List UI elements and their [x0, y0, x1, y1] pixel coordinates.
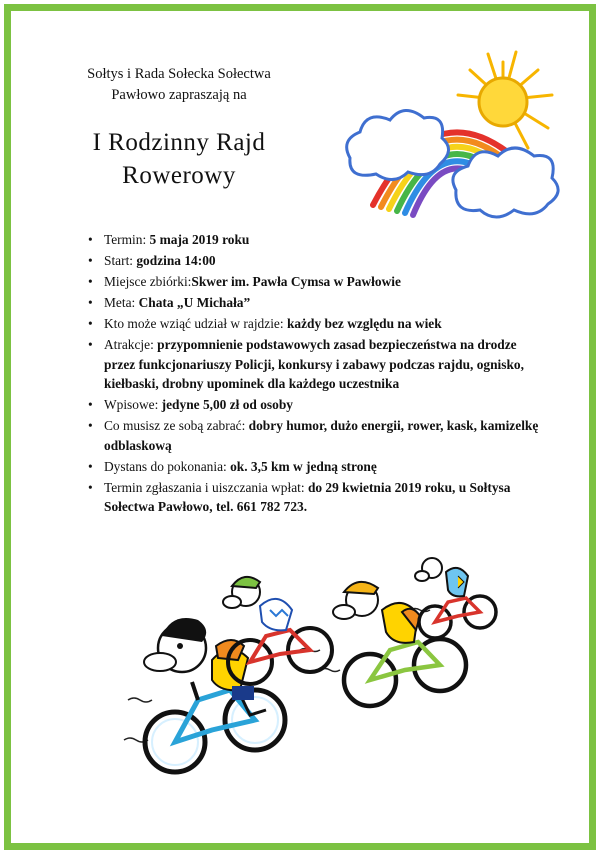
intro-line-2: Pawłowo zapraszają na: [111, 87, 247, 103]
list-item: • Co musisz ze sobą zabrać: dobry humor, dużo energii, rower, kask, kamizelkę odblaskową: [88, 418, 539, 453]
intro-text: [54, 64, 304, 106]
cyclist-3-icon: [333, 582, 466, 706]
list-item: • Wpisowe: jedyne 5,00 zł od osoby: [88, 397, 293, 412]
title-line-2: Rowerowy: [122, 162, 236, 189]
list-item: • Start: godzina 14:00: [88, 253, 216, 268]
list-item: • Termin: 5 maja 2019 roku: [88, 232, 250, 247]
list-item: • Dystans do pokonania: ok. 3,5 km w jedną stronę: [88, 458, 377, 474]
list-item: • Meta: Chata „U Michała”: [88, 295, 251, 310]
list-item: • Termin zgłaszania i uiszczania wpłat: do 29 kwietnia 2019 roku, u Sołtysa Sołectwa Pawłowo, tel. 661 782 723.: [88, 479, 511, 514]
list-item: • Atrakcje: przypomnienie podstawowych zasad bezpieczeństwa na drodze przez funkcjonariuszy Policji, konkursy i zabawy podczas rajdu, ognisko, kiełbaski, drobny upominek dla każdego uczestnika: [88, 337, 524, 391]
event-details-list: [88, 230, 543, 518]
intro-line-1: Sołtys i Rada Sołecka Sołectwa: [87, 66, 271, 82]
cyclists-illustration: [120, 550, 500, 790]
cyclist-4-icon: [415, 558, 496, 638]
list-item: • Kto może wziąć udział w rajdzie: każdy bez względu na wiek: [88, 316, 442, 331]
list-item: • Miejsce zbiórki:Skwer im. Pawła Cymsa w Pawłowie: [88, 274, 401, 289]
event-title: [54, 126, 304, 192]
sun-rainbow-clouds-illustration: [338, 40, 570, 230]
title-line-1: I Rodzinny Rajd: [92, 129, 266, 156]
